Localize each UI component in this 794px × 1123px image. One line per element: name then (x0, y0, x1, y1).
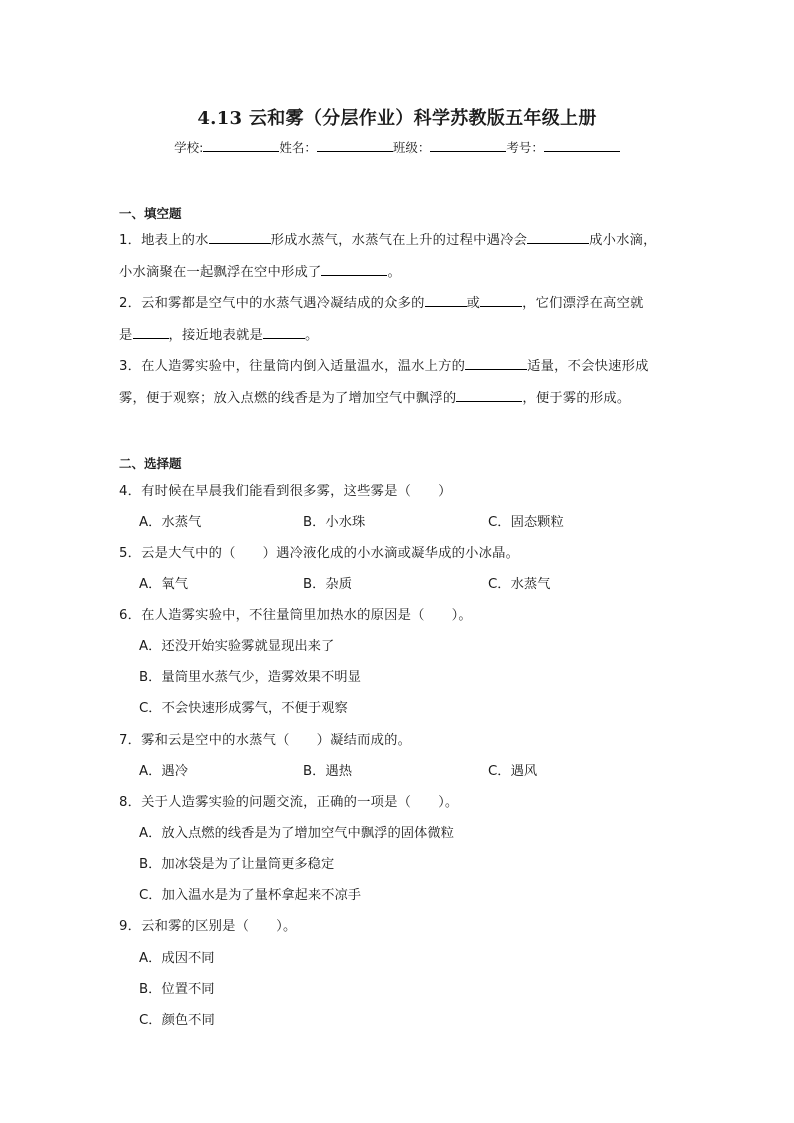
question-text: 小水滴聚在一起飘浮在空中形成了 (119, 265, 322, 280)
answer-blank[interactable] (321, 262, 387, 276)
question-4-option-a[interactable]: A．水蒸气 (139, 515, 202, 530)
question-7-option-c[interactable]: C．遇风 (488, 764, 538, 779)
class-blank[interactable] (430, 139, 506, 152)
name-blank[interactable] (317, 139, 393, 152)
question-9-stem: 9．云和雾的区别是（ ）。 (119, 919, 297, 934)
question-9-option-c[interactable]: C．颜色不同 (139, 1013, 215, 1028)
question-4-option-b[interactable]: B．小水珠 (303, 515, 366, 530)
student-info-line (0, 138, 794, 156)
number-blank[interactable] (544, 139, 620, 152)
school-blank[interactable] (203, 139, 279, 152)
question-5-option-c[interactable]: C．水蒸气 (488, 577, 551, 592)
answer-blank[interactable] (480, 293, 522, 307)
question-7-stem: 7．雾和云是空中的水蒸气（ ）凝结而成的。 (119, 733, 412, 748)
question-7-option-a[interactable]: A．遇冷 (139, 764, 188, 779)
question-text: 1．地表上的水 (119, 233, 209, 248)
section-heading-multiple-choice: 二、选择题 (119, 456, 182, 471)
question-text: ，它们漂浮在高空就 (522, 296, 644, 311)
question-2-line-2 (119, 324, 318, 343)
number-label: 考号： (506, 140, 544, 155)
question-6-option-c[interactable]: C．不会快速形成雾气，不便于观察 (139, 701, 348, 716)
name-label: 姓名： (279, 140, 317, 155)
question-9-option-a[interactable]: A．成因不同 (139, 951, 215, 966)
question-4-stem: 4．有时候在早晨我们能看到很多雾，这些雾是（ ） (119, 484, 452, 499)
question-5-stem: 5．云是大气中的（ ）遇冷液化成的小水滴或凝华成的小冰晶。 (119, 546, 520, 561)
question-text: 适量，不会快速形成 (527, 359, 649, 374)
question-7-option-b[interactable]: B．遇热 (303, 764, 353, 779)
question-text: 或 (466, 296, 481, 311)
answer-blank[interactable] (425, 293, 467, 307)
question-6-stem: 6．在人造雾实验中，不往量筒里加热水的原因是（ ）。 (119, 608, 472, 623)
question-3-line-2 (119, 387, 630, 406)
question-2-line-1 (119, 292, 644, 311)
section-heading-fill-blank: 一、填空题 (119, 206, 182, 221)
question-text: ，接近地表就是 (168, 328, 263, 343)
question-text: 是 (119, 328, 133, 343)
question-5-option-b[interactable]: B．杂质 (303, 577, 353, 592)
question-1-line-2 (119, 261, 401, 280)
question-5-option-a[interactable]: A．氧气 (139, 577, 188, 592)
answer-blank[interactable] (527, 230, 589, 244)
class-label: 班级： (392, 140, 431, 155)
question-8-option-a[interactable]: A．放入点燃的线香是为了增加空气中飘浮的固体微粒 (139, 826, 454, 841)
question-text: 。 (387, 265, 401, 280)
question-text: ，便于雾的形成。 (522, 391, 631, 406)
question-8-option-b[interactable]: B．加冰袋是为了让量筒更多稳定 (139, 857, 335, 872)
question-4-option-c[interactable]: C．固态颗粒 (488, 515, 564, 530)
answer-blank[interactable] (133, 325, 169, 339)
question-6-option-a[interactable]: A．还没开始实验雾就显现出来了 (139, 639, 335, 654)
question-text: 2．云和雾都是空气中的水蒸气遇冷凝结成的众多的 (119, 296, 425, 311)
question-text: 形成水蒸气，水蒸气在上升的过程中遇冷会 (270, 233, 528, 248)
question-8-option-c[interactable]: C．加入温水是为了量杯拿起来不凉手 (139, 888, 362, 903)
question-9-option-b[interactable]: B．位置不同 (139, 982, 215, 997)
answer-blank[interactable] (263, 325, 305, 339)
answer-blank[interactable] (465, 356, 527, 370)
question-8-stem: 8．关于人造雾实验的问题交流，正确的一项是（ ）。 (119, 795, 459, 810)
question-6-option-b[interactable]: B．量筒里水蒸气少，造雾效果不明显 (139, 670, 361, 685)
school-label: 学校: (174, 140, 204, 155)
question-text: 成小水滴， (589, 233, 657, 248)
question-text: 3．在人造雾实验中，往量筒内倒入适量温水，温水上方的 (119, 359, 466, 374)
question-text: 。 (304, 328, 319, 343)
question-3-line-1 (119, 355, 649, 374)
answer-blank[interactable] (209, 230, 271, 244)
page-title: 4.13 云和雾（分层作业）科学苏教版五年级上册 (197, 108, 597, 129)
question-1-line-1 (119, 229, 657, 248)
question-text: 雾，便于观察；放入点燃的线香是为了增加空气中飘浮的 (119, 391, 457, 406)
answer-blank[interactable] (456, 388, 522, 402)
